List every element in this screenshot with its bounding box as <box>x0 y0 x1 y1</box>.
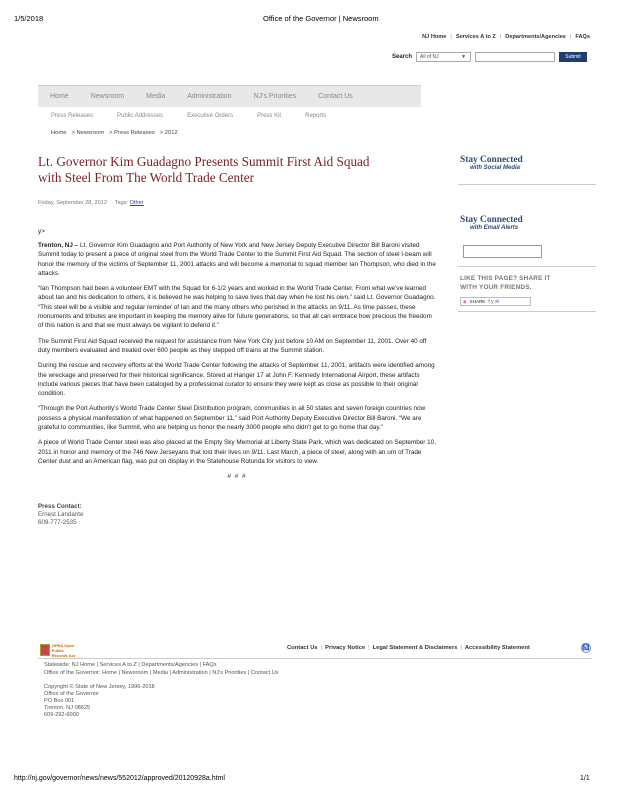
share-prompt: LIKE THIS PAGE? SHARE IT WITH YOUR FRIENDS. <box>460 275 551 291</box>
breadcrumb-home[interactable]: Home <box>51 130 67 136</box>
nav-newsroom[interactable]: Newsroom <box>90 93 125 100</box>
article-date: Friday, September 28, 2012 <box>38 200 107 206</box>
subnav-public-addresses[interactable]: Public Addresses <box>117 113 164 119</box>
sidebar-divider <box>458 311 596 312</box>
paragraph-1: Trenton, NJ – Lt. Governor Kim Guadagno and Port Authority of New York and New Jersey Deputy Executive Director Bill Baroni visited Summit today to present a piece of original steel from the World Trade Center to the Summit First Aid Squad. The section of steel I-beam will honor the memory of the victims of September 11, 2001 attacks and will become a memorial to squad member Ian Thompson, who died in the attacks. <box>38 242 436 277</box>
print-date: 1/5/2018 <box>14 14 44 23</box>
nav-contact[interactable]: Contact Us <box>318 93 353 100</box>
paragraph-6: A piece of World Trade Center steel was also placed at the Empty Sky Memorial at Liberty State Park, which was dedicated on September 10, 2011 in honor and memory of the 746 New Jerseyans that lost their lives on 9/11. Last March, a piece of steel, along with an urn of Trade Center dust and an American flag, was put on display in the Statehouse Rotunda for visitors to view. <box>38 439 436 465</box>
article-body <box>38 241 436 527</box>
press-contact-heading: Press Contact: <box>38 502 82 510</box>
footer-office-links[interactable]: Office of the Governor: Home | Newsroom | Media | Administration | NJ's Priorities | Contact Us <box>44 670 279 676</box>
top-link-departments[interactable]: Departments/Agencies <box>505 34 566 40</box>
footer-privacy-link[interactable]: Privacy Notice <box>325 645 366 651</box>
sub-nav <box>51 113 350 119</box>
social-icons: f y ✉ <box>488 298 500 305</box>
tag-link[interactable]: Other <box>129 200 144 206</box>
footer-links: Contact Us | Privacy Notice | Legal Statement & Disclaimers | Accessibility Statement <box>287 645 530 651</box>
subnav-press-releases[interactable]: Press Releases <box>51 113 94 119</box>
footer-statewide-links[interactable]: Statewide: NJ Home | Services A to Z | Departments/Agencies | FAQs <box>44 662 217 668</box>
breadcrumb-press-releases[interactable]: > Press Releases <box>109 130 155 136</box>
opra-logo-icon <box>40 644 50 656</box>
footer-contact-link[interactable]: Contact Us <box>287 645 318 651</box>
nav-administration[interactable]: Administration <box>187 93 232 100</box>
top-link-nj-home[interactable]: NJ Home <box>422 34 447 40</box>
end-marks: # # # <box>227 473 247 481</box>
footer-phone: 609-292-6000 <box>44 712 79 718</box>
nav-home[interactable]: Home <box>50 93 69 100</box>
breadcrumb-newsroom[interactable]: > Newsroom <box>71 130 105 136</box>
footer-legal-link[interactable]: Legal Statement & Disclaimers <box>372 645 458 651</box>
breadcrumb-year[interactable]: > 2012 <box>159 130 178 136</box>
sidebar-divider <box>458 184 596 185</box>
opra-logo[interactable]: OPRA Open Public Records Act <box>40 643 80 657</box>
social-media-link[interactable]: with Social Media <box>470 165 521 171</box>
email-input[interactable] <box>463 245 542 258</box>
subnav-press-kit[interactable]: Press Kit <box>257 113 282 119</box>
sidebar-divider <box>458 266 596 267</box>
top-link-faqs[interactable]: FAQs <box>575 34 590 40</box>
paragraph-5: “Through the Port Authority's World Trade Center Steel Distribution program, communities in all 50 states and seven foreign countries now possess a physical manifestation of what happened on September 11,” said Port Authority Deputy Executive Director Bill Baroni. “We are grateful to communities, like Summit, who are helping us honor the nearly 3000 people who didn't get to go home that day.” <box>38 405 426 432</box>
stray-markup: y> <box>38 228 46 235</box>
article-meta <box>38 200 144 206</box>
print-page: 1/1 <box>580 775 590 782</box>
search-scope-select[interactable]: All of NJ ▼ <box>416 52 471 62</box>
footer-address-3: Trenton, NJ 08625 <box>44 705 91 711</box>
top-link-services[interactable]: Services A to Z <box>455 34 496 40</box>
print-url: http://nj.gov/governor/news/news/552012/approved/20120928a.html <box>14 775 225 782</box>
stay-connected-email-title: Stay Connected <box>460 215 523 225</box>
subnav-reports[interactable]: Reports <box>305 113 327 119</box>
paragraph-2: “Ian Thompson had been a volunteer EMT with the Squad for 6-1/2 years and worked in the World Trade Center. From what we've learned about Ian and his dedication to others, it is believed he was helping to save lives that day when he lost his own,” said Lt. Governor Guadagno. “This steel will be a visible and regular reminder of Ian and the many others who perished in the attacks on 9/11. As time passes, these monuments and tributes are important in keeping the memory alive for future generations, so that all can embrace how precious the freedom of this nation is and that we must always be vigilant to defend it.” <box>38 285 436 330</box>
top-links: NJ Home | Services A to Z | Departments/Agencies | FAQs <box>422 34 590 40</box>
search-label: Search <box>392 54 413 60</box>
print-title: Office of the Governor | Newsroom <box>263 14 379 23</box>
nav-priorities[interactable]: NJ's Priorities <box>253 93 297 100</box>
social-media-block <box>460 155 590 171</box>
share-button[interactable]: ◆ SHARE f y ✉ <box>460 297 531 306</box>
press-contact-name: Ernest Landante <box>38 510 84 518</box>
tags-label: Tags: <box>114 200 129 206</box>
page-title: Lt. Governor Kim Guadagno Presents Summit First Aid Squad with Steel From The World Trade Center <box>38 154 370 185</box>
breadcrumb <box>51 130 183 136</box>
subnav-executive-orders[interactable]: Executive Orders <box>187 113 234 119</box>
share-icon: ◆ <box>463 298 467 304</box>
paragraph-4: During the rescue and recovery efforts at the World Trade Center following the attacks of September 11, 2001, artifacts were identified among the wreckage and preserved for their historical significance. Stored at Hanger 17 at John F. Kennedy International Airport, these artifacts include various pieces that have been cataloged by a professional curator to ensure they were kept as close as possible to their original condition. <box>38 362 435 398</box>
accessibility-icon[interactable]: ♿ <box>582 645 590 651</box>
footer-address-2: PO Box 001 <box>44 698 75 704</box>
footer-copyright: Copyright © State of New Jersey, 1996-2018 <box>44 684 155 690</box>
search-submit-button[interactable]: Submit <box>559 52 587 62</box>
paragraph-3: The Summit First Aid Squad received the request for assistance from New York City just before 10 AM on September 11, 2001. Over 40 off duty members evaluated and treated over 600 people as they stepped off trains at the Summit station. <box>38 337 427 354</box>
search-bar <box>392 51 587 63</box>
main-nav <box>38 85 421 107</box>
email-alerts-block <box>460 215 590 231</box>
footer-divider <box>38 658 592 659</box>
chevron-down-icon: ▼ <box>461 54 467 60</box>
nav-media[interactable]: Media <box>146 93 166 100</box>
press-contact-phone: 609-777-2535 <box>38 518 77 526</box>
footer-accessibility-link[interactable]: Accessibility Statement <box>464 645 530 651</box>
footer-address-1: Office of the Governor <box>44 691 99 697</box>
email-alerts-link[interactable]: with Email Alerts <box>470 225 519 231</box>
stay-connected-social-title: Stay Connected <box>460 155 523 165</box>
search-input[interactable] <box>475 52 555 62</box>
